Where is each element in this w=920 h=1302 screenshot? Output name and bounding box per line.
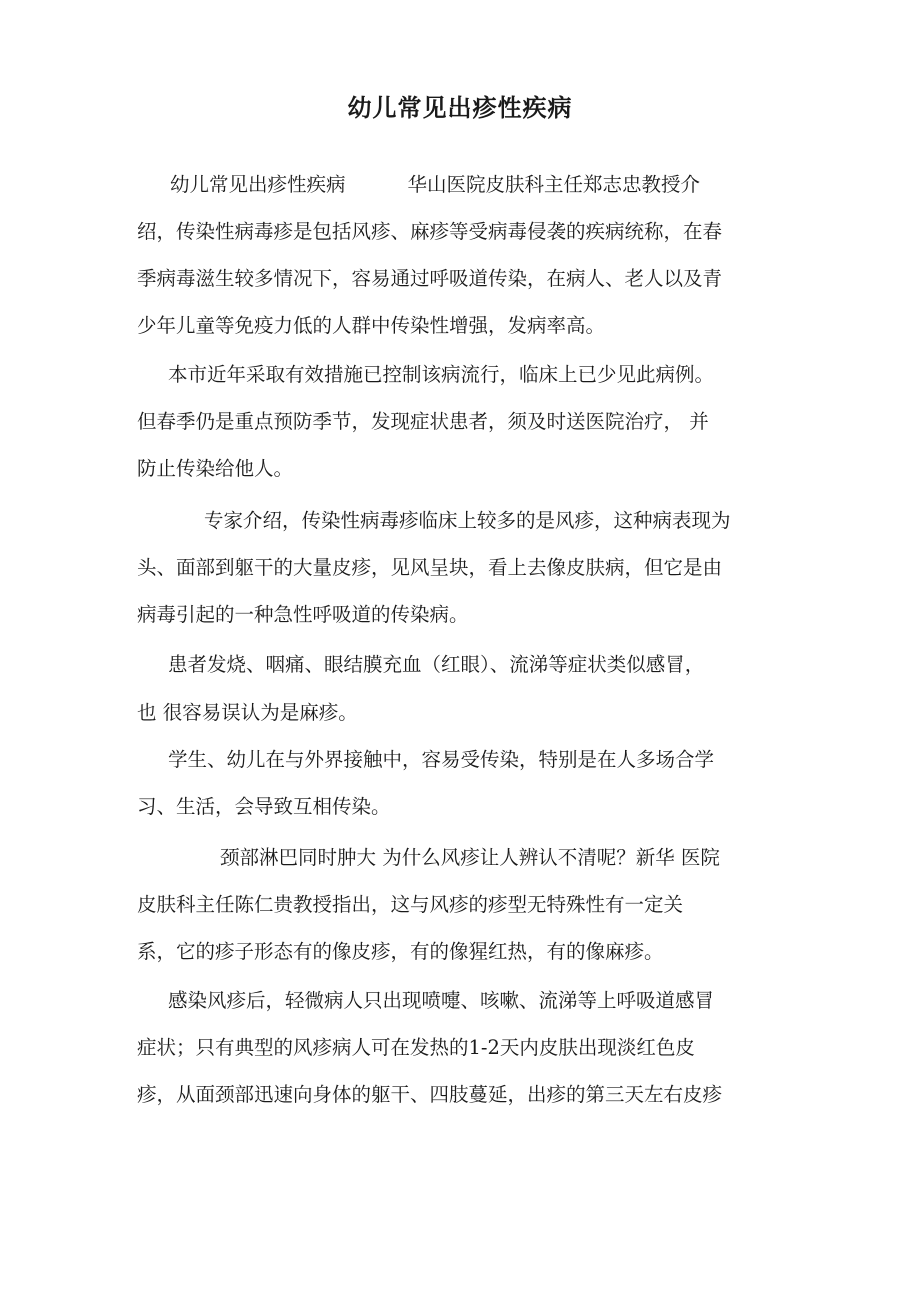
paragraph-line: 病毒引起的一种急性呼吸道的传染病。	[137, 603, 469, 626]
paragraph-line: 患者发烧、咽痛、眼结膜充血（红眼）、流涕等症状类似感冒，	[168, 653, 705, 676]
paragraph-line: 皮肤科主任陈仁贵教授指出，这与风疹的疹型无特殊性有一定关	[137, 893, 684, 916]
paragraph-line: 系，它的疹子形态有的像皮疹，有的像猩红热，有的像麻疹。	[137, 940, 664, 963]
paragraph-text: 华山医院皮肤科主任郑志忠教授介	[407, 173, 701, 196]
paragraph-line: 学生、幼儿在与外界接触中，容易受传染，特别是在人多场合学	[168, 748, 715, 771]
paragraph-line: 专家介绍，传染性病毒疹临床上较多的是风疹，这种病表现为	[204, 509, 731, 532]
paragraph-heading: 幼儿常见出疹性疾病	[170, 173, 346, 196]
paragraph-line: 习、生活，会导致互相传染。	[137, 795, 391, 818]
paragraph-line: 季病毒滋生较多情况下，容易通过呼吸道传染，在病人、老人以及青	[137, 267, 723, 290]
paragraph-line: 防止传染给他人。	[137, 457, 294, 480]
paragraph-line: 本市近年采取有效措施已控制该病流行，临床上已少见此病例。	[168, 363, 715, 386]
paragraph-line: 头、面部到躯干的大量皮疹，见风呈块，看上去像皮肤病，但它是由	[137, 556, 723, 579]
paragraph-line: 颈部淋巴同时肿大 为什么风疹让人辨认不清呢？新华 医院	[220, 846, 720, 869]
paragraph-line: 也 很容易误认为是麻疹。	[137, 701, 358, 724]
paragraph-line: 但春季仍是重点预防季节，发现症状患者，须及时送医院治疗， 并	[137, 410, 709, 433]
document-title: 幼儿常见出疹性疾病	[347, 94, 573, 122]
paragraph-line	[170, 170, 790, 200]
paragraph-line: 症状；只有典型的风疹病人可在发热的1-2天内皮肤出现淡红色皮	[137, 1036, 695, 1059]
paragraph-line: 少年儿童等免疫力低的人群中传染性增强，发病率高。	[137, 314, 606, 337]
paragraph-line: 疹，从面颈部迅速向身体的躯干、四肢蔓延，出疹的第三天左右皮疹	[137, 1083, 723, 1106]
paragraph-line: 绍，传染性病毒疹是包括风疹、麻疹等受病毒侵袭的疾病统称，在春	[137, 220, 723, 243]
paragraph-line: 感染风疹后，轻微病人只出现喷嚏、咳嗽、流涕等上呼吸道感冒	[168, 989, 715, 1012]
